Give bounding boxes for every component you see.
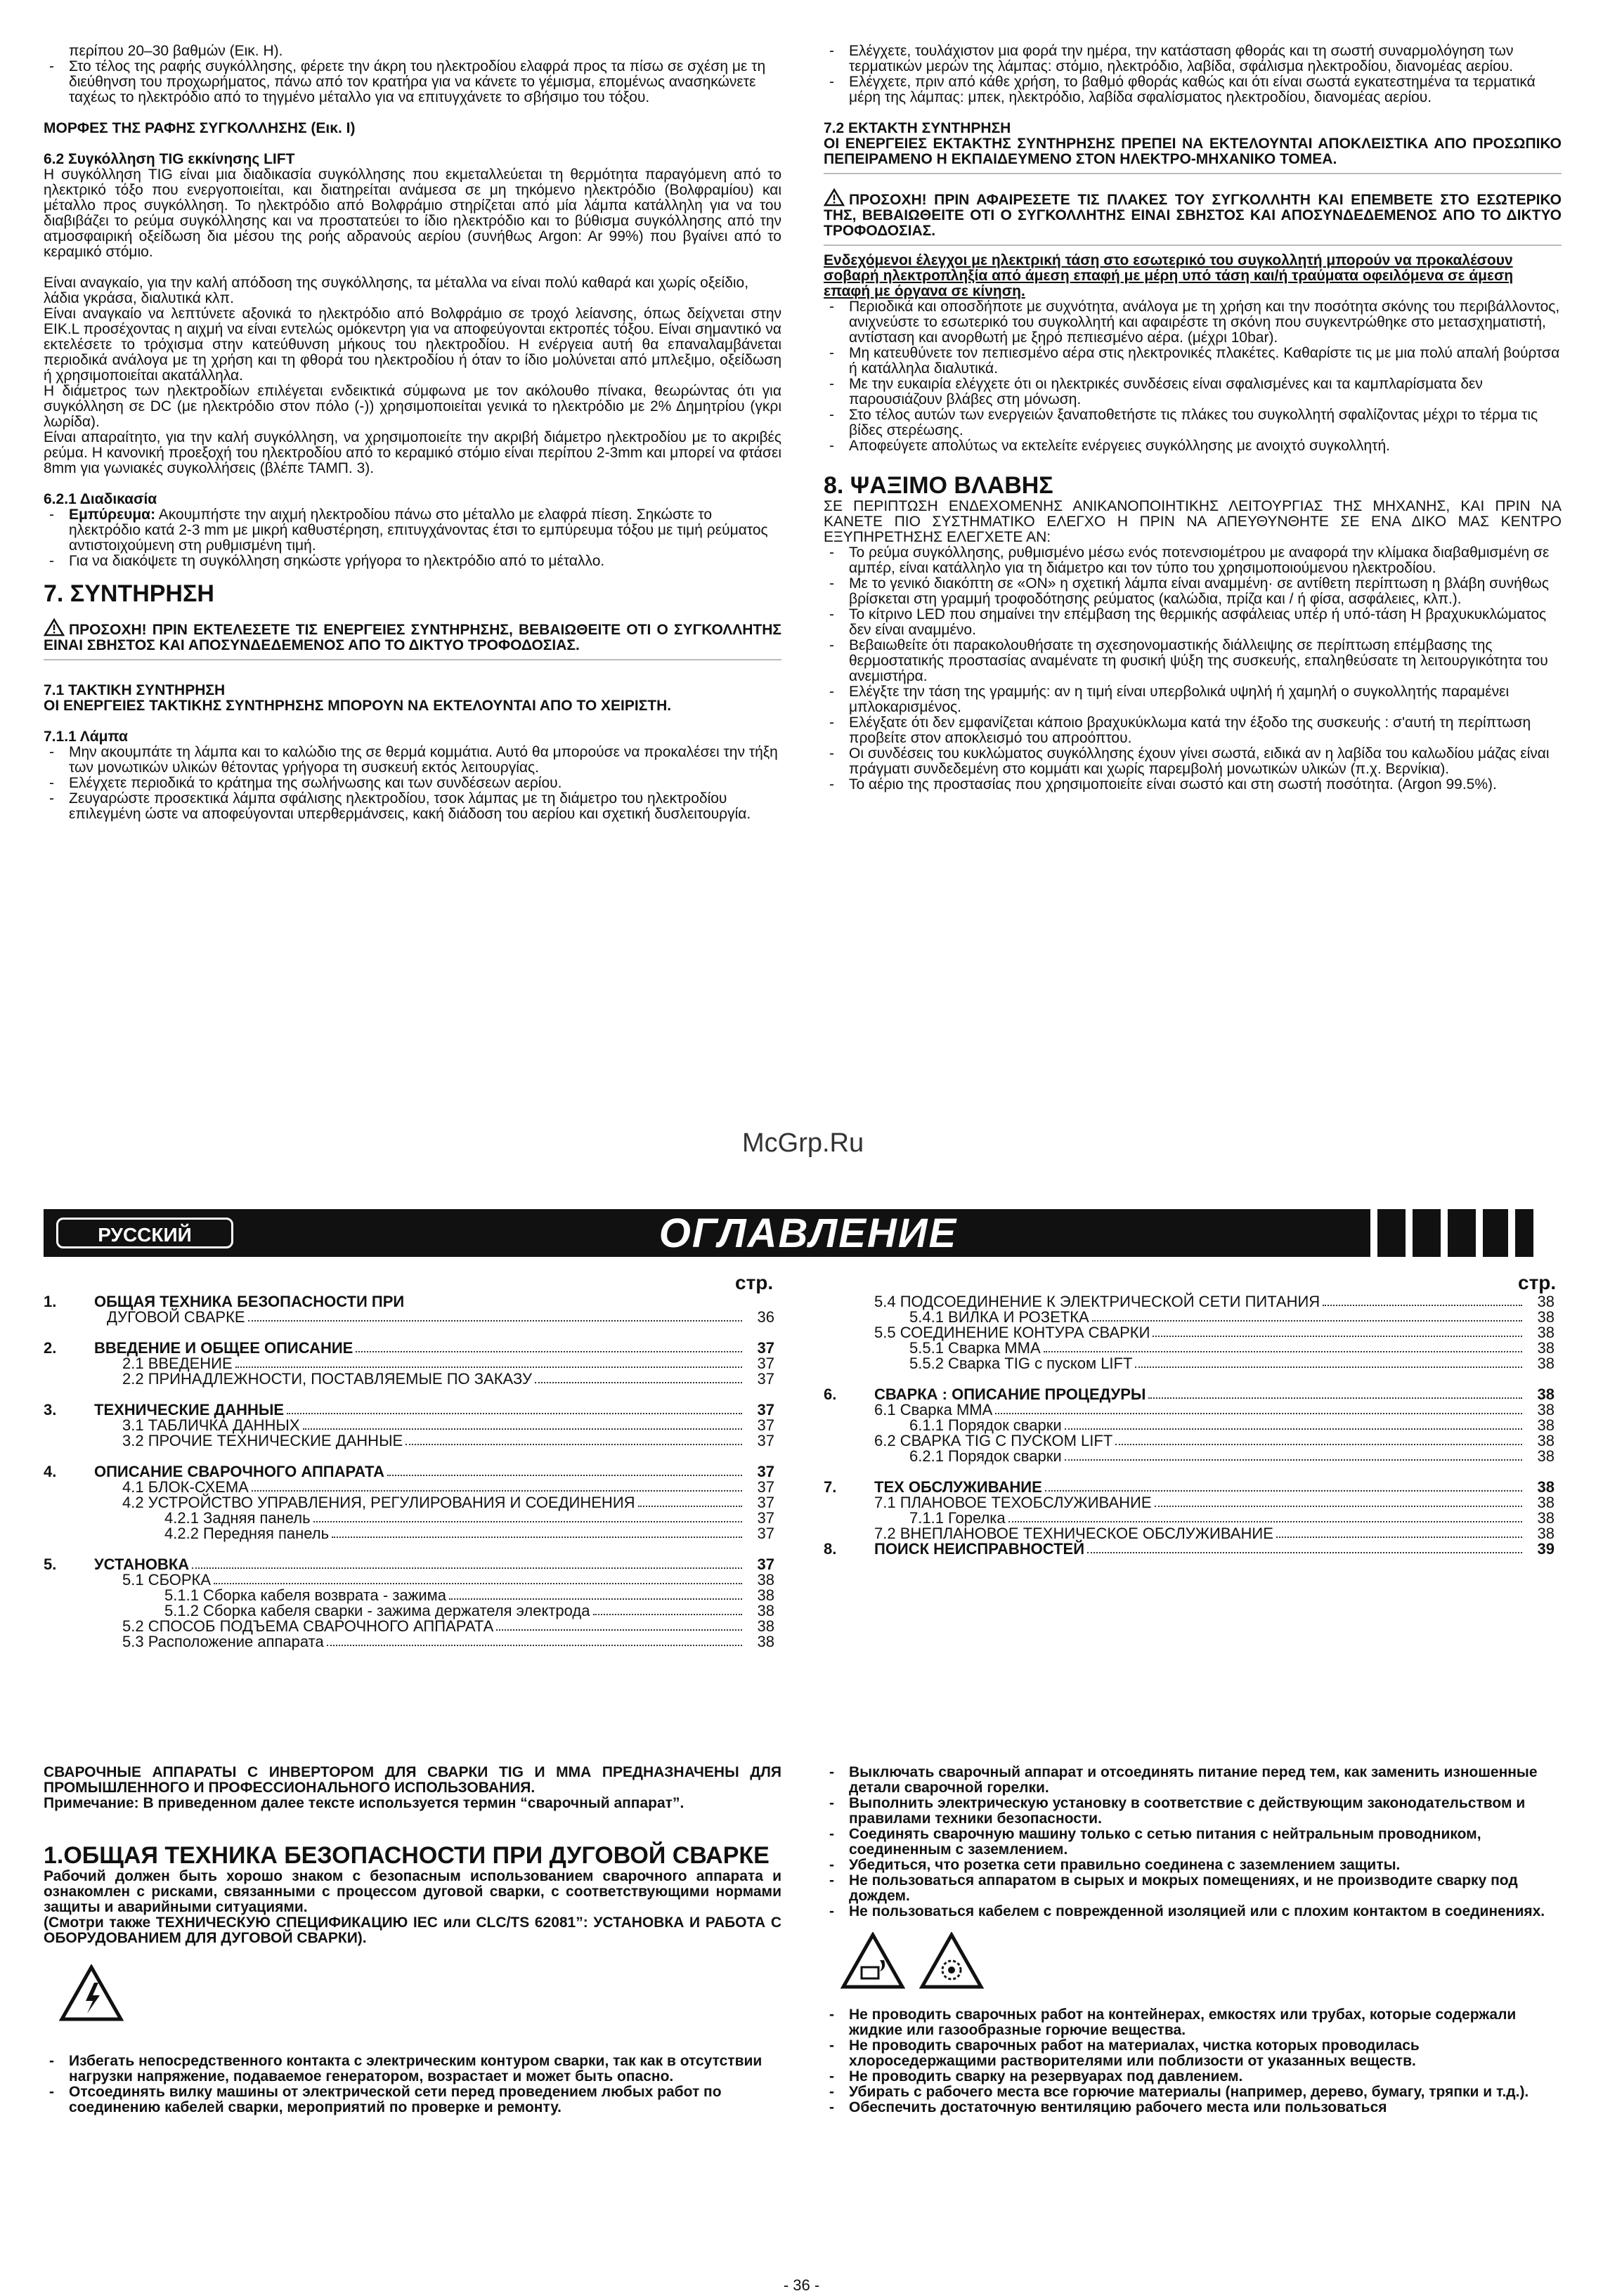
- s62-p3: Είναι αναγκαίο να λεπτύνετε αξονικά το ηλεκτρόδιο από Βολφράμιο σε τροχό λείανσης, όπως δείχνεται στην EIK.L προσέχοντας η αιχμή να είναι εντελώς ομόκεντρη για να αποφεύγονται εκτροπές τόξου. Είναι σημαντικό να εκτελέσετε το τρόχισμα στην κατεύθυνση μήκους του ηλεκτροδίου. Η ενέργεια αυτή θα επαναλαμβάνεται περιοδικά ανάλογα με τη χρήση και τη φθορά του ηλεκτροδίου ή όταν το ίδιο μολύνεται από μπλεξιμο, οξείδωση ή χρησιμοποιείται ακατάλληλα.: [44, 306, 781, 384]
- fire-explosion-warning-icon: [841, 1932, 905, 1990]
- s8-intro: ΣΕ ΠΕΡΙΠΤΩΣΗ ΕΝΔΕΧΟΜΕΝΗΣ ΑΝΙΚΑΝΟΠΟΙΗΤΙΚΗΣ ΛΕΙΤΟΥΡΓΙΑΣ ΤΗΣ ΜΗΧΑΝΗΣ, ΚΑΙ ΠΡΙΝ ΝΑ ΚΑΝΕΤΕ ΠΙΟ ΣΥΣΤΗΜΑΤΙΚΟ ΕΛΕΓΧΟ Η ΠΡΙΝ ΝΑ ΑΠΕΥΘΥΝΘΗΤΕ ΣΕ ΕΝΑ ΔΙΚΟ ΜΑΣ ΚΕΝΤΡΟ ΕΞΥΠΗΡΕΤΗΣΗΣ ΕΛΕΓΧΕΤΕ ΑΝ:: [824, 498, 1562, 545]
- explosion-warning-icon: [919, 1932, 984, 1990]
- torch-bullet-1: - Ελέγχετε, τουλάχιστον μια φορά την ημέρα, την κατάσταση φθοράς και τη σωστή συναρμολόγηση των τερματικών μερών της λάμπας: στόμιο, ηλεκτρόδιο, λαβίδα, σφάλισμα ηλεκτροδίου, διανομέας αερίου.: [824, 44, 1562, 74]
- s8-bullet-7: - Οι συνδέσεις του κυκλώματος συγκόλλησης έχουν γίνει σωστά, ειδικά αν η λαβίδα του καλωδίου μάζας είναι πράγματι συνδεδεμένη στο κομμάτι και χωρίς παρεμβολή μονωτικών υλικών (π.χ. Βερνίκια).: [824, 746, 1562, 777]
- toc-entry-text: 7.2 ВНЕПЛАНОВОЕ ТЕХНИЧЕСКОЕ ОБСЛУЖИВАНИЕ: [874, 1525, 1273, 1542]
- toc-entry-text: 6.2 СВАРКА TIG С ПУСКОМ LIFT: [874, 1432, 1113, 1449]
- ru-left-column: [44, 1765, 781, 2115]
- toc-entry-text: 5.4.1 ВИЛКА И РОЗЕТКА: [909, 1308, 1089, 1326]
- s8-bullet-8: - Το αέριο της προστασίας που χρησιμοποιείτε είναι σωστό και στη σωστή ποσότητα. (Argon 99.5%).: [824, 777, 1562, 792]
- greek-left-column: [44, 44, 781, 822]
- toc-page-label-right: стр.: [1518, 1272, 1557, 1293]
- toc-leader-dots: [332, 1537, 742, 1538]
- toc-entry[interactable]: [824, 1433, 1555, 1449]
- toc-leader-dots: [248, 1320, 742, 1322]
- ru-right-bullet-10: - Убирать с рабочего места все горючие материалы (например, дерево, бумагу, тряпки и т.д.).: [824, 2085, 1562, 2100]
- toc-leader-dots: [1323, 1305, 1522, 1306]
- toc-entry-text: ДУГОВОЙ СВАРКЕ: [107, 1308, 245, 1326]
- s62-heading: 6.2 Συγκόλληση TIG εκκίνησης LIFT: [44, 151, 295, 167]
- toc-leader-dots: [313, 1521, 742, 1522]
- toc-entry-text: 4.2 УСТРОЙСТВО УПРАВЛЕНИЯ, РЕГУЛИРОВАНИЯ И СОЕДИНЕНИЯ: [122, 1494, 635, 1511]
- toc-entry-page: 37: [757, 1494, 774, 1511]
- s711-bullet-3: - Ζευγαρώστε προσεκτικά λάμπα σφάλισης ηλεκτροδίου, τσοκ λάμπας με τη διάμετρο του ηλεκτροδίου επιλεγμένη ώστε να αποφεύγονται υπερθερμάνσεις, κακή διάδοση του αερίου και σχετική δυσλειτουργία.: [44, 791, 781, 822]
- s62-p4: Η διάμετρος των ηλεκτροδίων επιλέγεται ενδεικτικά σύμφωνα με τον ακόλουθο πίνακα, θεωρώντας ότι για συγκόλληση σε DC (με ηλεκτρόδιο στον πόλο (-)) χρησιμοποιείται γενικά το ηλεκτρόδιο με 2% Δημητρίου (γκρι λωρίδα).: [44, 383, 781, 430]
- toc-leader-dots: [1135, 1366, 1522, 1368]
- s8-bullet-5: - Ελέγξτε την τάση της γραμμής: αν η τιμή είναι υπερβολικά υψηλή ή χαμηλή ο συγκολλητής παραμένει μπλοκαρισμένος.: [824, 684, 1562, 715]
- toc-spacer: [824, 1371, 1555, 1387]
- toc-entry-page: 39: [1537, 1540, 1555, 1558]
- toc-leader-dots: [535, 1382, 742, 1383]
- toc-entry-text: ВВЕДЕНИЕ И ОБЩЕЕ ОПИСАНИЕ: [94, 1339, 353, 1357]
- toc-entry-page: 36: [757, 1308, 774, 1326]
- toc-entry-page: 37: [757, 1355, 774, 1372]
- divider: [44, 659, 781, 660]
- toc-leader-dots: [252, 1490, 742, 1492]
- s8-bullet-2: - Με το γενικό διακόπτη σε «ON» η σχετική λάμπα είναι αναμμένη· σε αντίθετη περίπτωση η βλάβη συνήθως βρίσκεται στη γραμμή τροφοδότησης ρεύματος (καλώδια, πρίζα και / ή φίσα, ασφάλειες, κλπ.).: [824, 576, 1562, 607]
- electric-shock-warning-icon: [59, 1964, 124, 2022]
- toc-leader-dots: [192, 1567, 742, 1569]
- s72-bullet-1: - Περιοδικά και οποσδήποτε με συχνότητα, ανάλογα με τη χρήση και την ποσότητα σκόνης του περιβάλλοντος, ανιχνεύστε το εσωτερικό του συγκολλητή και αφαιρέστε τη σκόνη που συγκεντρώθηκε στο μετασχηματιστή, αντίσταση και ανορθωτή με ξηρό πεπιεσμένο αέρα. (μέχρι 10bar).: [824, 299, 1562, 346]
- ru-right-bullet-11: - Обеспечить достаточную вентиляцию рабочего места или пользоваться: [824, 2100, 1562, 2115]
- toc-entry-text: 6.1.1 Порядок сварки: [909, 1416, 1062, 1434]
- s711-bullet-1: - Μην ακουμπάτε τη λάμπα και το καλώδιο της σε θερμά κομμάτια. Αυτό θα μπορούσε να προκαλέσει την τήξη των μονωτικών υλικών θέτοντας γρήγορα τη συσκευή εκτός λειτουργίας.: [44, 745, 781, 776]
- toc-entry-page: 37: [757, 1463, 774, 1480]
- toc-leader-dots: [1065, 1428, 1522, 1430]
- toc-entry-text: 5.3 Расположение аппарата: [122, 1633, 324, 1650]
- toc-entry[interactable]: [824, 1541, 1555, 1557]
- toc-entry-text: 4.2.1 Задняя панель: [164, 1509, 311, 1527]
- toc-entry-text: 7.1 ПЛАНОВОЕ ТЕХОБСЛУЖИВАНИЕ: [874, 1494, 1152, 1511]
- toc-entry-page: 38: [757, 1602, 774, 1619]
- toc-entry-page: 38: [1537, 1385, 1555, 1403]
- s621-bullet-2: - Για να διακόψετε τη συγκόλληση σηκώστε γρήγορα το ηλεκτρόδιο από το μέταλλο.: [44, 554, 781, 569]
- toc-entry-text: 5.2 СПОСОБ ПОДЪЕМА СВАРОЧНОГО АППАРАТА: [122, 1617, 494, 1635]
- toc-entry[interactable]: [824, 1449, 1555, 1464]
- toc-entry[interactable]: [44, 1557, 774, 1572]
- toc-entry-text: 4.2.2 Передняя панель: [164, 1525, 330, 1542]
- toc-leader-dots: [593, 1614, 743, 1615]
- toc-entry-text: 5.5.1 Сварка ММА: [909, 1339, 1041, 1357]
- toc-entry-text: 2.1 ВВЕДЕНИЕ: [122, 1355, 233, 1372]
- watermark: McGrp.Ru: [742, 1128, 864, 1158]
- toc-entry-text: УСТАНОВКА: [94, 1555, 190, 1573]
- toc-entry-number: 3.: [44, 1401, 57, 1418]
- toc-entry[interactable]: [824, 1387, 1555, 1402]
- toc-page-label-left: стр.: [735, 1272, 774, 1293]
- toc-leader-dots: [327, 1645, 742, 1646]
- toc-leader-dots: [405, 1444, 742, 1445]
- toc-entry-page: 38: [1537, 1432, 1555, 1449]
- toc-title: ОГЛАВЛЕНИЕ: [658, 1211, 958, 1256]
- toc-entry[interactable]: [44, 1433, 774, 1449]
- toc-entry-page: 37: [757, 1416, 774, 1434]
- ru-right-bullet-1: - Выключать сварочный аппарат и отсоединять питание перед тем, как заменить изношенные детали сварочной горелки.: [824, 1765, 1562, 1796]
- toc-leader-dots: [356, 1351, 742, 1352]
- s71-text: ΟΙ ΕΝΕΡΓΕΙΕΣ ΤΑΚΤΙΚΗΣ ΣΥΝΤΗΡΗΣΗΣ ΜΠΟΡΟΥΝ ΝΑ ΕΚΤΕΛΟΥΝΤΑΙ ΑΠΟ ΤΟ ΧΕΙΡΙΣΤΗ.: [44, 698, 672, 714]
- ru-right-bullet-3: - Соединять сварочную машину только с сетью питания с нейтральным проводником, соединенным с заземлением.: [824, 1827, 1562, 1858]
- toc-entry[interactable]: [44, 1480, 774, 1495]
- toc-entry[interactable]: [44, 1356, 774, 1371]
- toc-entry-page: 38: [757, 1633, 774, 1650]
- ru-right-bullet-4: - Убедиться, что розетка сети правильно соединена с заземлением защиты.: [824, 1858, 1562, 1873]
- ru-right-column: [824, 1765, 1562, 2115]
- page-number: - 36 -: [783, 2276, 820, 2294]
- toc-leader-dots: [235, 1366, 742, 1368]
- toc-entry-page: 38: [1537, 1293, 1555, 1310]
- toc-entry-number: 2.: [44, 1339, 57, 1357]
- ru-right-bullet-5: - Не пользоваться аппаратом в сырых и мокрых помещениях, и не производите сварку под дождем.: [824, 1873, 1562, 1904]
- toc-leader-dots: [214, 1583, 742, 1584]
- toc-entry-page: 37: [757, 1339, 774, 1357]
- toc-entry-page: 38: [1537, 1478, 1555, 1496]
- toc-entry[interactable]: [44, 1402, 774, 1418]
- toc-leader-dots: [287, 1413, 742, 1414]
- toc-leader-dots: [496, 1629, 742, 1631]
- toc-entry-page: 38: [1537, 1308, 1555, 1326]
- s7-warning: ΠΡΟΣΟΧΗ! ΠΡΙΝ ΕΚΤΕΛΕΣΕΤΕ ΤΙΣ ΕΝΕΡΓΕΙΕΣ ΣΥΝΤΗΡΗΣΗΣ, ΒΕΒΑΙΩΘΕΙΤΕ ΟΤΙ Ο ΣΥΓΚΟΛΛΗΤΗΣ ΕΙΝΑΙ ΣΒΗΣΤΟΣ ΚΑΙ ΑΠΟΣΥΝΔΕΔΕΜΕΝΟΣ ΑΠΟ ΤΟ ΔΙΚΤΥΟ ΤΡΟΦΟΔΟΣΙΑΣ.: [44, 618, 781, 653]
- toc-entry-page: 38: [757, 1617, 774, 1635]
- toc-entry[interactable]: [824, 1418, 1555, 1433]
- s62-p5: Είναι απαραίτητο, για την καλή συγκόλληση, να χρησιμοποιείτε την ακριβή διάμετρο ηλεκτροδίου με το ακριβές ρεύμα. Η κανονική προεξοχή του ηλεκτροδίου από το κεραμικό στόμιο είναι περίπου 2-3mm και μπορεί να φτάσει 8mm για γωνιακές συγκολλήσεις (βλέπε ΤΑΜΠ. 3).: [44, 429, 781, 476]
- toc-entry[interactable]: [824, 1310, 1555, 1325]
- toc-entry-number: 7.: [824, 1478, 837, 1496]
- toc-entry-page: 38: [1537, 1494, 1555, 1511]
- forms-heading: ΜΟΡΦΕΣ ΤΗΣ ΡΑΦΗΣ ΣΥΓΚΟΛΛΗΣΗΣ (Εικ. Ι): [44, 120, 356, 136]
- intro-bullet: - Στο τέλος της ραφής συγκόλλησης, φέρετε την άκρη του ηλεκτροδίου ελαφρά προς τα πίσω σε σχέση με τη διεύθηνση του προχωρήματος, πάνω από τον κρατήρα για να κάνετε το γέμισμα, επομένως ανασηκώνετε ταχέως το ηλεκτρόδιο από το τηγμένο μέταλλο για να επιτυγχάνετε το σβήσιμο του τόξου.: [44, 59, 781, 105]
- s711-bullet-2: - Ελέγχετε περιοδικά το κράτημα της σωλήνωσης και των συνδέσεων αερίου.: [44, 776, 781, 791]
- s8-bullet-6: - Ελέγξατε ότι δεν εμφανίζεται κάποιο βραχυκύκλωμα κατά την έξοδο της συσκευής : σ'αυτή τη περίπτωση προβείτε στον αποκλεισμό του απροόπτου.: [824, 715, 1562, 746]
- toc-leader-dots: [1008, 1521, 1522, 1522]
- toc-entry-text: 6.1 Сварка ММА: [874, 1401, 993, 1418]
- s8-bullet-1: - Το ρεύμα συγκόλλησης, ρυθμισμένο μέσω ενός ποτενσιομέτρου με αναφορά την κλίμακα διαβαθμισμένη σε αμπέρ, είναι κατάλληλο για τη διάμετρο και τον τύπο του χρησιμοποιούμενου ηλεκτροδίου.: [824, 545, 1562, 576]
- toc-leader-dots: [1044, 1351, 1522, 1352]
- toc-leader-dots: [1153, 1336, 1522, 1337]
- toc-spacer: [44, 1541, 774, 1557]
- toc-entry-text: ТЕХ ОБСЛУЖИВАНИЕ: [874, 1478, 1042, 1496]
- toc-spacer: [44, 1325, 774, 1341]
- toc-entry-text: СВАРКА : ОПИСАНИЕ ПРОЦЕДУРЫ: [874, 1385, 1146, 1403]
- toc-spacer: [824, 1464, 1555, 1480]
- divider: [824, 244, 1562, 246]
- toc-entry[interactable]: [44, 1371, 774, 1387]
- toc-entry-text: 5.1.1 Сборка кабеля возврата - зажима: [164, 1586, 447, 1604]
- toc-entry-text: 5.5.2 Сварка TIG с пуском LIFT: [909, 1355, 1133, 1372]
- toc-entry[interactable]: [824, 1341, 1555, 1356]
- toc-entry-page: 38: [1537, 1509, 1555, 1527]
- toc-spacer: [44, 1387, 774, 1402]
- toc-entry-text: 4.1 БЛОК-СХЕМА: [122, 1478, 249, 1496]
- toc-entry-page: 38: [1537, 1416, 1555, 1434]
- ru-s1-p1: Рабочий должен быть хорошо знаком с безопасным использованием сварочного аппарата и ознакомлен с рисками, связанными с процессом дуговой сварки, с соответствующими нормами защиты и аварийными ситуациями.: [44, 1868, 781, 1915]
- ru-right-bullet-2: - Выполнить электрическую установку в соответствие с действующим законодательством и правилами техники безопасности.: [824, 1796, 1562, 1827]
- fire-hazard-icons: [824, 1932, 1562, 1993]
- s71-heading: 7.1 ΤΑΚΤΙΚΗ ΣΥΝΤΗΡΗΣΗ: [44, 682, 226, 698]
- toc-entry-page: 37: [757, 1555, 774, 1573]
- toc-left: [44, 1294, 774, 1650]
- s72-heading: 7.2 ΕΚΤΑΚΤΗ ΣΥΝΤΗΡΗΣΗ: [824, 120, 1011, 136]
- toc-entry-text: ПОИСК НЕИСПРАВНОСТЕЙ: [874, 1540, 1085, 1558]
- toc-entry[interactable]: [44, 1495, 774, 1511]
- toc-entry-number: 1.: [44, 1293, 57, 1310]
- intro-line: περίπου 20–30 βαθμών (Εικ. Η).: [69, 43, 283, 59]
- header-block-gap: [1406, 1209, 1413, 1257]
- s62-p1: Η συγκόλληση TIG είναι μια διαδικασία συγκόλλησης που εκμεταλλεύεται τη θερμότητα παραγόμενη από το ηλεκτρικό τόξο που ενεργοποιείται, και διατηρείται ανάμεσα σε μη τηκόμενο ηλεκτρόδιο (Βολφραμίου) και μέταλλο προς συγκόλληση. Το ηλεκτρόδιο από Βολφράμιο στηρίζεται από μία λάμπα κατάλληλη για να του διαβιβάζει το ρεύμα συγκόλλησης και να προστατεύει το ίδιο ηλεκτρόδιο και το βύθισμα συγκόλλησης από την ατμοσφαιρική οξείδωση δια μέσου της ροής αδρανούς αερίου (συνήθως Argon: Ar 99%) που βγαίνει από το κεραμικό στόμιο.: [44, 167, 781, 260]
- s8-bullet-4: - Βεβαιωθείτε ότι παρακολουθήσατε τη σχεσηονομαστικής διάλλειψης σε περίπτωση επέμβασης της θερμοστατικής προστασίας αναμένατε τη φυσική ψύξη της συσκευής, επαληθεύσατε τη λειτουργικότητα του ανεμιστήρα.: [824, 638, 1562, 684]
- s8-heading: 8. ΨΑΞΙΜΟ ΒΛΑΒΗΣ: [824, 472, 1053, 499]
- toc-entry[interactable]: [44, 1341, 774, 1356]
- toc-leader-dots: [1155, 1506, 1522, 1507]
- toc-entry-text: ОПИСАНИЕ СВАРОЧНОГО АППАРАТА: [94, 1463, 384, 1480]
- toc-entry[interactable]: [44, 1310, 774, 1325]
- toc-entry-text: 6.2.1 Порядок сварки: [909, 1447, 1062, 1465]
- toc-entry[interactable]: [824, 1511, 1555, 1526]
- s711-heading: 7.1.1 Λάμπα: [44, 729, 128, 745]
- language-label: РУССКИЙ: [56, 1218, 233, 1248]
- toc-leader-dots: [1148, 1397, 1522, 1399]
- warning-icon: [824, 188, 845, 207]
- header-block-gap: [1370, 1209, 1377, 1257]
- ru-note: Примечание: В приведенном далее тексте используется термин “сварочный аппарат”.: [44, 1795, 684, 1811]
- header-block-gap: [1441, 1209, 1448, 1257]
- greek-right-column: [824, 44, 1562, 792]
- toc-entry-page: 37: [757, 1525, 774, 1542]
- toc-entry[interactable]: [44, 1526, 774, 1541]
- ru-right-bullet-8: - Не проводить сварочных работ на материалах, чистка которых проводилась хлороседержащими растворителями или поблизости от указанных веществ.: [824, 2038, 1562, 2069]
- toc-entry-page: 38: [1537, 1339, 1555, 1357]
- toc-entry-number: 5.: [44, 1555, 57, 1573]
- s72-bold: Ενδεχόμενοι έλεγχοι με ηλεκτρική τάση στο εσωτερικό του συγκολλητή μπορούν να προκαλέσουν σοβαρή ηλεκτροπληξία από άμεση επαφή με μέρη υπό τάση και/ή τραύματα οφειλόμενα σε άμεση επαφή με όργανα σε κίνηση.: [824, 252, 1514, 299]
- divider: [824, 173, 1562, 174]
- s72-text: ΟΙ ΕΝΕΡΓΕΙΕΣ ΕΚΤΑΚΤΗΣ ΣΥΝΤΗΡΗΣΗΣ ΠΡΕΠΕΙ ΝΑ ΕΚΤΕΛΟΥΝΤΑΙ ΑΠΟΚΛΕΙΣΤΙΚΑ ΑΠΟ ΠΡΟΣΩΠΙΚΟ ΠΕΠΕΙΡΑΜΕΝΟ Η ΕΚΠΑΙΔΕΥΜΕΝΟ ΣΤΟΝ ΗΛΕΚΤΡΟ-ΜΗΧΑΝΙΚΟ ΤΟΜΕΑ.: [824, 136, 1562, 167]
- toc-entry-page: 38: [757, 1571, 774, 1589]
- toc-entry[interactable]: [44, 1634, 774, 1650]
- toc-leader-dots: [1065, 1459, 1522, 1461]
- toc-entry-page: 37: [757, 1432, 774, 1449]
- s72-warning: ΠΡΟΣΟΧΗ! ΠΡΙΝ ΑΦΑΙΡΕΣΕΤΕ ΤΙΣ ΠΛΑΚΕΣ ΤΟΥ ΣΥΓΚΟΛΛΗΤΗ ΚΑΙ ΕΠΕΜΒΕΤΕ ΣΤΟ ΕΣΩΤΕΡΙΚΟ ΤΗΣ, ΒΕΒΑΙΩΘΕΙΤΕ ΟΤΙ Ο ΣΥΓΚΟΛΛΗΤΗΣ ΕΙΝΑΙ ΣΒΗΣΤΟΣ ΚΑΙ ΑΠΟΣΥΝΔΕΔΕΜΕΝΟΣ ΑΠΟ ΤΟ ΔΙΚΤΥΟ ΤΡΟΦΟΔΟΣΙΑΣ.: [824, 188, 1562, 239]
- toc-entry-number: 8.: [824, 1540, 837, 1558]
- toc-leader-dots: [1087, 1552, 1522, 1553]
- toc-entry-text: ТЕХНИЧЕСКИЕ ДАННЫЕ: [94, 1401, 285, 1418]
- toc-entry-text: 3.1 ТАБЛИЧКА ДАННЫХ: [122, 1416, 300, 1434]
- s72-bullet-5: - Αποφεύγετε απολύτως να εκτελείτε ενέργειες συγκόλλησης με ανοιχτό συγκολλητή.: [824, 438, 1562, 454]
- toc-entry-page: 37: [757, 1509, 774, 1527]
- s8-bullet-3: - Το κίτρινο LED που σημαίνει την επέμβαση της θερμικής ασφάλειας υπέρ ή υπό-τάση Η βραχυκυκλώματος δεν είναι αναμμένο.: [824, 607, 1562, 638]
- toc-entry-page: 38: [1537, 1324, 1555, 1341]
- toc-leader-dots: [1045, 1490, 1522, 1492]
- toc-entry[interactable]: [824, 1526, 1555, 1541]
- toc-leader-dots: [638, 1506, 742, 1507]
- toc-entry-page: 38: [1537, 1355, 1555, 1372]
- toc-entry-page: 37: [757, 1478, 774, 1496]
- s72-bullet-3: - Με την ευκαιρία ελέγχετε ότι οι ηλεκτρικές συνδέσεις είναι σφαλισμένες και τα καμπλαρίσματα δεν παρουσιάζουν βλάβες στη μόνωση.: [824, 377, 1562, 407]
- toc-entry[interactable]: [824, 1294, 1555, 1310]
- toc-entry[interactable]: [44, 1572, 774, 1588]
- toc-entry[interactable]: [44, 1418, 774, 1433]
- ru-bullet-2: - Отсоединять вилку машины от электрической сети перед проведением любых работ по соединению кабелей сварки, мероприятий по проверке и ремонту.: [44, 2085, 781, 2115]
- toc-entry[interactable]: [44, 1464, 774, 1480]
- ru-intro: СВАРОЧНЫЕ АППАРАТЫ С ИНВЕРТОРОМ ДЛЯ СВАРКИ TIG И ММА ПРЕДНАЗНАЧЕНЫ ДЛЯ ПРОМЫШЛЕННОГО И ПРОФЕССИОНАЛЬНОГО ИСПОЛЬЗОВАНИЯ.: [44, 1764, 781, 1796]
- toc-leader-dots: [1115, 1444, 1522, 1445]
- warning-icon: [44, 618, 65, 637]
- toc-entry-text: ОБЩАЯ ТЕХНИКА БЕЗОПАСНОСТИ ПРИ: [94, 1293, 405, 1310]
- toc-entry[interactable]: [824, 1480, 1555, 1495]
- toc-leader-dots: [303, 1428, 742, 1430]
- toc-leader-dots: [1092, 1320, 1522, 1322]
- s621-bullet-1: - Εμπύρευμα: Ακουμπήστε την αιχμή ηλεκτροδίου πάνω στο μέταλλο με ελαφρά πίεση. Σηκώστε το ηλεκτρόδιο κατά 2-3 mm με μικρή καθυστέρηση, επιτυγχάνοντας έτσι το εμπύρευμα τόξου με τιμή ρεύματος αντιστοιχούμενη στη ρυθμισμένη τιμή.: [44, 507, 781, 554]
- toc-entry-page: 37: [757, 1370, 774, 1388]
- s72-bullet-4: - Στο τέλος αυτών των ενεργειών ξαναποθετήστε τις πλάκες του συγκολλητή σφαλίζοντας μέχρι το τέρμα τις βίδες στερέωσης.: [824, 407, 1562, 438]
- toc-entry-text: 5.1.2 Сборка кабеля сварки - зажима держателя электрода: [164, 1602, 590, 1619]
- toc-right: [824, 1294, 1555, 1557]
- toc-entry-page: 38: [1537, 1525, 1555, 1542]
- toc-entry-text: 3.2 ПРОЧИЕ ТЕХНИЧЕСКИЕ ДАННЫЕ: [122, 1432, 403, 1449]
- toc-entry-text: 5.4 ПОДСОЕДИНЕНИЕ К ЭЛЕКТРИЧЕСКОЙ СЕТИ ПИТАНИЯ: [874, 1293, 1320, 1310]
- toc-entry-text: 2.2 ПРИНАДЛЕЖНОСТИ, ПОСТАВЛЯЕМЫЕ ПО ЗАКАЗУ: [122, 1370, 532, 1388]
- toc-leader-dots: [995, 1413, 1522, 1414]
- ru-right-bullet-9: - Не проводить сварку на резервуарах под давлением.: [824, 2069, 1562, 2085]
- toc-entry[interactable]: [824, 1356, 1555, 1371]
- toc-entry-text: 5.1 СБОРКА: [122, 1571, 212, 1589]
- toc-entry[interactable]: [44, 1603, 774, 1619]
- header-block-gap: [1508, 1209, 1515, 1257]
- ru-right-bullet-6: - Не пользоваться кабелем с поврежденной изоляцией или с плохим контактом в соединениях.: [824, 1904, 1562, 1919]
- s72-bullet-2: - Μη κατευθύνετε τον πεπιεσμένο αέρα στις ηλεκτρονικές πλακέτες. Καθαρίστε τις με μια πολύ απαλή βούρτσα ή κατάλληλα διαλυτικά.: [824, 346, 1562, 377]
- toc-leader-dots: [1276, 1537, 1522, 1538]
- toc-entry-page: 38: [1537, 1447, 1555, 1465]
- toc-entry-page: 38: [757, 1586, 774, 1604]
- toc-entry-text: 7.1.1 Горелка: [909, 1509, 1006, 1527]
- toc-entry[interactable]: [44, 1588, 774, 1603]
- ru-s1-heading: 1.ОБЩАЯ ТЕХНИКА БЕЗОПАСНОСТИ ПРИ ДУГОВОЙ СВАРКЕ: [44, 1842, 770, 1869]
- s621-heading: 6.2.1 Διαδικασία: [44, 491, 157, 507]
- toc-entry-page: 37: [757, 1401, 774, 1418]
- toc-entry[interactable]: [824, 1402, 1555, 1418]
- toc-entry[interactable]: [824, 1495, 1555, 1511]
- toc-entry-number: 6.: [824, 1385, 837, 1403]
- s7-heading: 7. ΣΥΝΤΗΡΗΣΗ: [44, 580, 214, 607]
- toc-entry[interactable]: [824, 1325, 1555, 1341]
- ru-right-bullet-7: - Не проводить сварочных работ на контейнерах, емкостях или трубах, которые содержали жидкие или газообразные горючие вещества.: [824, 2007, 1562, 2038]
- toc-entry-number: 4.: [44, 1463, 57, 1480]
- s62-p2: Είναι αναγκαίο, για την καλή απόδοση της συγκόλλησης, τα μέταλλα να είναι πολύ καθαρά και χωρίς οξείδιο, λάδια γκράσα, διαλυτικά κλπ.: [44, 275, 749, 306]
- toc-entry[interactable]: [44, 1511, 774, 1526]
- toc-entry[interactable]: [44, 1294, 774, 1310]
- toc-entry-text: 5.5 СОЕДИНЕНИЕ КОНТУРА СВАРКИ: [874, 1324, 1150, 1341]
- toc-leader-dots: [449, 1598, 742, 1600]
- toc-entry-page: 38: [1537, 1401, 1555, 1418]
- ru-bullet-1: - Избегать непосредственного контакта с электрическим контуром сварки, так как в отсутствии нагрузки напряжение, подаваемое генератором, возрастает и может быть опасно.: [44, 2054, 781, 2085]
- toc-entry[interactable]: [44, 1619, 774, 1634]
- header-block-gap: [1476, 1209, 1483, 1257]
- toc-spacer: [44, 1449, 774, 1464]
- ru-s1-p2: (Смотри также ТЕХНИЧЕСКУЮ СПЕЦИФИКАЦИЮ IEC или CLC/TS 62081”: УСТАНОВКА И РАБОТА С ОБОРУДОВАНИЕМ ДЛЯ ДУГОВОЙ СВАРКИ).: [44, 1915, 781, 1946]
- torch-bullet-2: - Ελέγχετε, πριν από κάθε χρήση, το βαθμό φθοράς καθώς και ότι είναι σωστά εγκατεστημένα τα τερματικά μέρη της λάμπας: μπεκ, ηλεκτρόδιο, λαβίδα σφαλίσματος ηλεκτροδίου, διανομέας αερίου.: [824, 74, 1562, 105]
- toc-leader-dots: [387, 1475, 742, 1476]
